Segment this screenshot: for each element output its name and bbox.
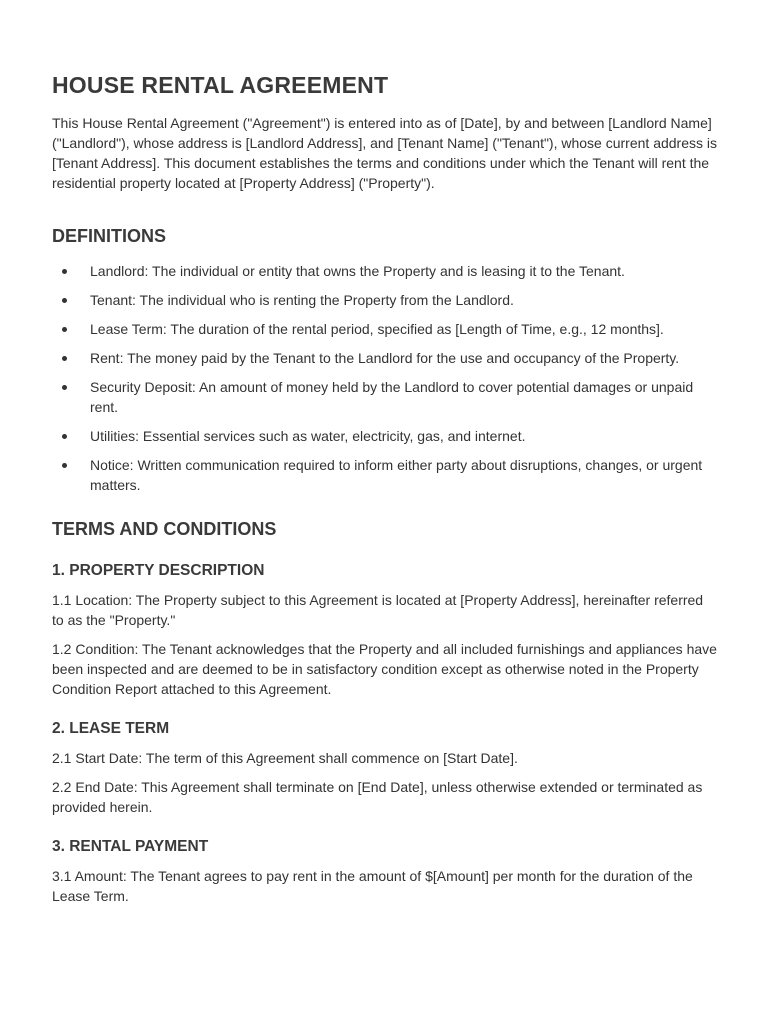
bullet-icon [62, 269, 67, 274]
definitions-list [52, 261, 718, 495]
list-item: Rent: The money paid by the Tenant to the Landlord for the use and occupancy of the Property. [52, 348, 718, 368]
list-item: Security Deposit: An amount of money held by the Landlord to cover potential damages or unpaid rent. [52, 377, 718, 417]
definitions-heading: DEFINITIONS [52, 226, 167, 246]
bullet-icon [62, 298, 67, 303]
bullet-icon [62, 356, 67, 361]
clause-1-2: 1.2 Condition: The Tenant acknowledges that the Property and all included furnishings and appliances have been inspected and are deemed to be in satisfactory condition except as otherwise noted in the Property Condition Report attached to this Agreement. [52, 641, 717, 697]
bullet-icon [62, 463, 67, 468]
list-item: Utilities: Essential services such as water, electricity, gas, and internet. [52, 426, 718, 446]
bullet-icon [62, 327, 67, 332]
section-heading-property: 1. PROPERTY DESCRIPTION [52, 562, 265, 579]
terms-heading: TERMS AND CONDITIONS [52, 519, 277, 539]
section-heading-rental-payment: 3. RENTAL PAYMENT [52, 838, 209, 855]
clause-2-2: 2.2 End Date: This Agreement shall terminate on [End Date], unless otherwise extended or terminated as provided herein. [52, 779, 703, 815]
clause-3-1: 3.1 Amount: The Tenant agrees to pay rent in the amount of $[Amount] per month for the duration of the Lease Term. [52, 868, 693, 904]
bullet-icon [62, 434, 67, 439]
bullet-icon [62, 385, 67, 390]
clause-1-1: 1.1 Location: The Property subject to this Agreement is located at [Property Address], hereinafter referred to as the "Property." [52, 592, 704, 628]
list-item: Landlord: The individual or entity that owns the Property and is leasing it to the Tenant. [52, 261, 718, 281]
section-heading-lease-term: 2. LEASE TERM [52, 720, 170, 737]
intro-paragraph: This House Rental Agreement ("Agreement") is entered into as of [Date], by and between [Landlord Name] ("Landlord"), whose address is [Landlord Address], and [Tenant Name] ("Tenant"), whose current address is [Tenant Address]. This document establishes the terms and conditions under which the Tenant will rent the residential property located at [Property Address] ("Property"). [52, 115, 717, 191]
list-item: Notice: Written communication required to inform either party about disruptions, changes, or urgent matters. [52, 455, 718, 495]
list-item: Tenant: The individual who is renting the Property from the Landlord. [52, 290, 718, 310]
document-title: HOUSE RENTAL AGREEMENT [52, 72, 389, 98]
clause-2-1: 2.1 Start Date: The term of this Agreement shall commence on [Start Date]. [52, 750, 518, 766]
list-item: Lease Term: The duration of the rental period, specified as [Length of Time, e.g., 12 months]. [52, 319, 718, 339]
